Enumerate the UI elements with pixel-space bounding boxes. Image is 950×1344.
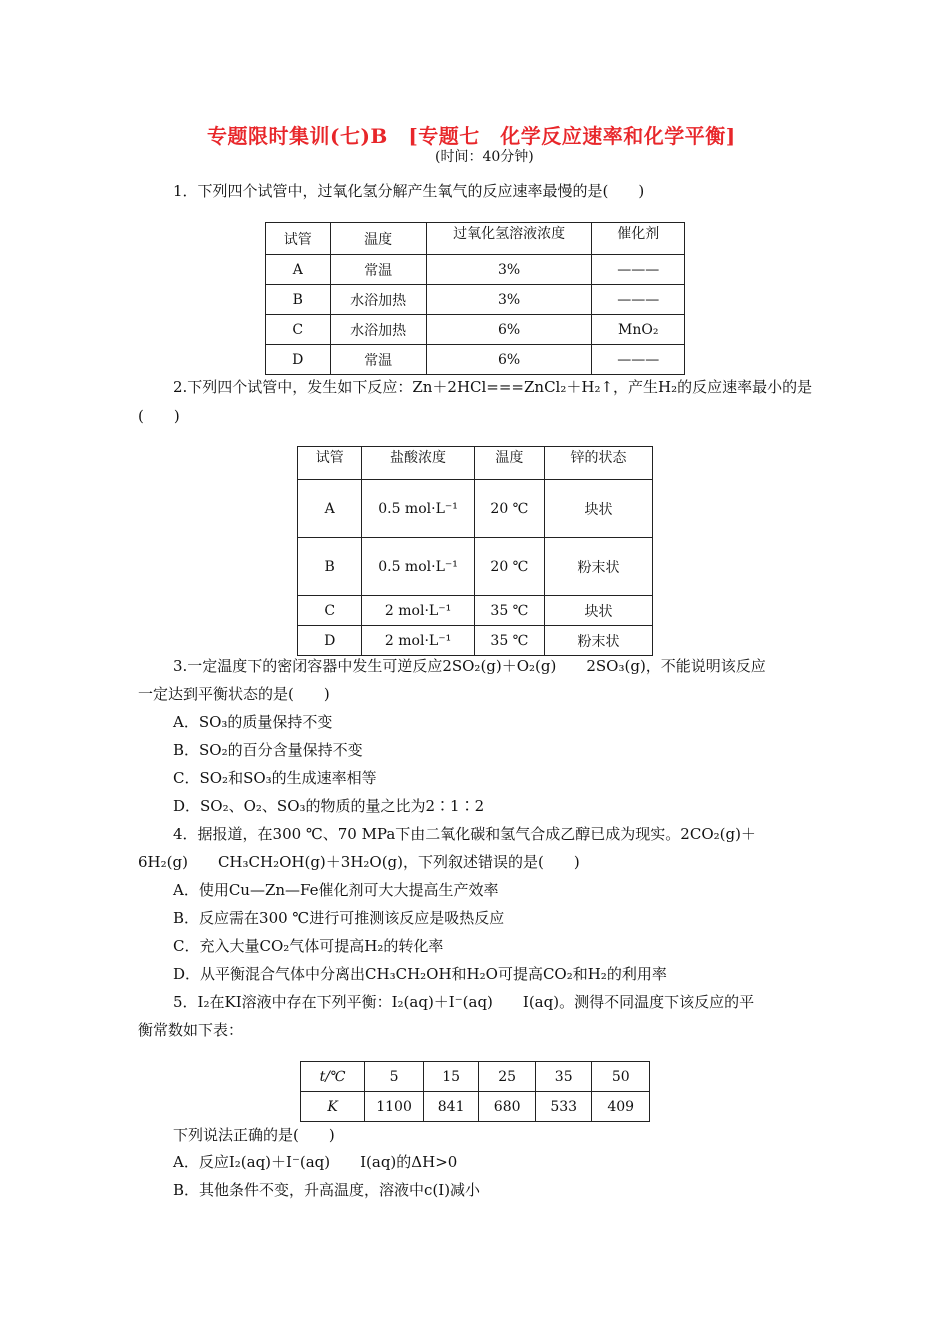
cell: 2 mol·L⁻¹ — [362, 626, 474, 656]
q1-header-cell: 过氧化氢溶液浓度 — [426, 223, 592, 255]
cell: MnO₂ — [592, 315, 685, 345]
q2-stem-line2: ( ) — [138, 407, 180, 425]
q5-stem-line1: 5．I₂在KI溶液中存在下列平衡：I₂(aq)＋I⁻(aq) I(aq)。测得不同温度下该反应的平 — [173, 993, 755, 1011]
cell: D — [266, 345, 331, 375]
q4-option-a: A．使用Cu—Zn—Fe催化剂可大大提高生产效率 — [173, 881, 499, 899]
cell: 6% — [426, 315, 592, 345]
q5-k-label: K — [301, 1092, 365, 1122]
q4-option-d: D．从平衡混合气体中分离出CH₃CH₂OH和H₂O可提高CO₂和H₂的利用率 — [173, 965, 667, 983]
q3-option-b: B．SO₂的百分含量保持不变 — [173, 741, 363, 759]
q3-stem-line1: 3.一定温度下的密闭容器中发生可逆反应2SO₂(g)＋O₂(g) 2SO₃(g)，不能说明该反应 — [173, 657, 766, 675]
cell: C — [298, 596, 362, 626]
cell: 533 — [535, 1092, 592, 1122]
q2-header-row — [298, 447, 653, 480]
q2-header-cell: 盐酸浓度 — [362, 447, 474, 480]
q1-header-row — [266, 223, 685, 255]
cell: 680 — [479, 1092, 536, 1122]
cell: 0.5 mol·L⁻¹ — [362, 480, 474, 538]
cell: 15 — [423, 1062, 479, 1092]
table-row — [298, 480, 653, 538]
q3-option-a: A．SO₃的质量保持不变 — [173, 713, 333, 731]
cell: B — [298, 538, 362, 596]
q1-header-cell: 温度 — [330, 223, 426, 255]
cell: 25 — [479, 1062, 536, 1092]
cell: 块状 — [545, 480, 653, 538]
cell: 3% — [426, 285, 592, 315]
cell: 409 — [592, 1092, 650, 1122]
table-row — [266, 345, 685, 375]
cell: 常温 — [330, 345, 426, 375]
cell: B — [266, 285, 331, 315]
q5-option-a: A．反应I₂(aq)＋I⁻(aq) I(aq)的ΔH>0 — [173, 1153, 458, 1171]
cell: ——— — [592, 345, 685, 375]
table-row — [298, 596, 653, 626]
q2-header-cell: 试管 — [298, 447, 362, 480]
cell: 水浴加热 — [330, 315, 426, 345]
q1-header-cell: 试管 — [266, 223, 331, 255]
cell: 841 — [423, 1092, 479, 1122]
cell: C — [266, 315, 331, 345]
q5-t-row — [301, 1062, 650, 1092]
cell: 0.5 mol·L⁻¹ — [362, 538, 474, 596]
table-row — [266, 255, 685, 285]
table-row — [266, 285, 685, 315]
q1-table — [265, 222, 685, 375]
cell: 6% — [426, 345, 592, 375]
cell: 35 ℃ — [474, 626, 544, 656]
q1-header-cell: 催化剂 — [592, 223, 685, 255]
cell: 3% — [426, 255, 592, 285]
q4-option-c: C．充入大量CO₂气体可提高H₂的转化率 — [173, 937, 444, 955]
q4-option-b: B．反应需在300 ℃进行可推测该反应是吸热反应 — [173, 909, 505, 927]
cell: ——— — [592, 285, 685, 315]
q5-t-label: t/℃ — [301, 1062, 365, 1092]
q5-table — [300, 1061, 650, 1122]
q4-stem-line2: 6H₂(g) CH₃CH₂OH(g)＋3H₂O(g)，下列叙述错误的是( ) — [138, 853, 580, 871]
q2-stem-line1: 2.下列四个试管中，发生如下反应：Zn＋2HCl===ZnCl₂＋H₂↑，产生H₂的反应速率最小的是 — [173, 378, 813, 396]
time-limit: (时间：40分钟) — [435, 149, 534, 165]
cell: ——— — [592, 255, 685, 285]
cell: 5 — [365, 1062, 424, 1092]
q5-followup: 下列说法正确的是( ) — [173, 1126, 335, 1144]
q2-header-cell: 锌的状态 — [545, 447, 653, 480]
q3-option-d: D．SO₂、O₂、SO₃的物质的量之比为2∶1∶2 — [173, 797, 485, 815]
page-title: 专题限时集训(七)B [专题七 化学反应速率和化学平衡] — [207, 124, 736, 148]
cell: A — [298, 480, 362, 538]
cell: 2 mol·L⁻¹ — [362, 596, 474, 626]
cell: 常温 — [330, 255, 426, 285]
cell: 粉末状 — [545, 626, 653, 656]
cell: A — [266, 255, 331, 285]
q5-stem-line2: 衡常数如下表： — [138, 1021, 244, 1039]
cell: 50 — [592, 1062, 650, 1092]
cell: 水浴加热 — [330, 285, 426, 315]
q3-option-c: C．SO₂和SO₃的生成速率相等 — [173, 769, 377, 787]
q5-option-b: B．其他条件不变，升高温度，溶液中c(I)减小 — [173, 1181, 481, 1199]
cell: 1100 — [365, 1092, 424, 1122]
cell: 粉末状 — [545, 538, 653, 596]
table-row — [298, 538, 653, 596]
q2-header-cell: 温度 — [474, 447, 544, 480]
cell: 块状 — [545, 596, 653, 626]
cell: 20 ℃ — [474, 480, 544, 538]
q4-stem-line1: 4．据报道，在300 ℃、70 MPa下由二氧化碳和氢气合成乙醇已成为现实。2CO₂(g)＋ — [173, 825, 756, 843]
table-row — [298, 626, 653, 656]
cell: D — [298, 626, 362, 656]
cell: 20 ℃ — [474, 538, 544, 596]
table-row — [266, 315, 685, 345]
cell: 35 — [535, 1062, 592, 1092]
q1-stem: 1．下列四个试管中，过氧化氢分解产生氧气的反应速率最慢的是( ) — [173, 182, 645, 200]
q2-table — [297, 446, 653, 656]
q3-stem-line2: 一定达到平衡状态的是( ) — [138, 685, 330, 703]
cell: 35 ℃ — [474, 596, 544, 626]
q5-k-row — [301, 1092, 650, 1122]
